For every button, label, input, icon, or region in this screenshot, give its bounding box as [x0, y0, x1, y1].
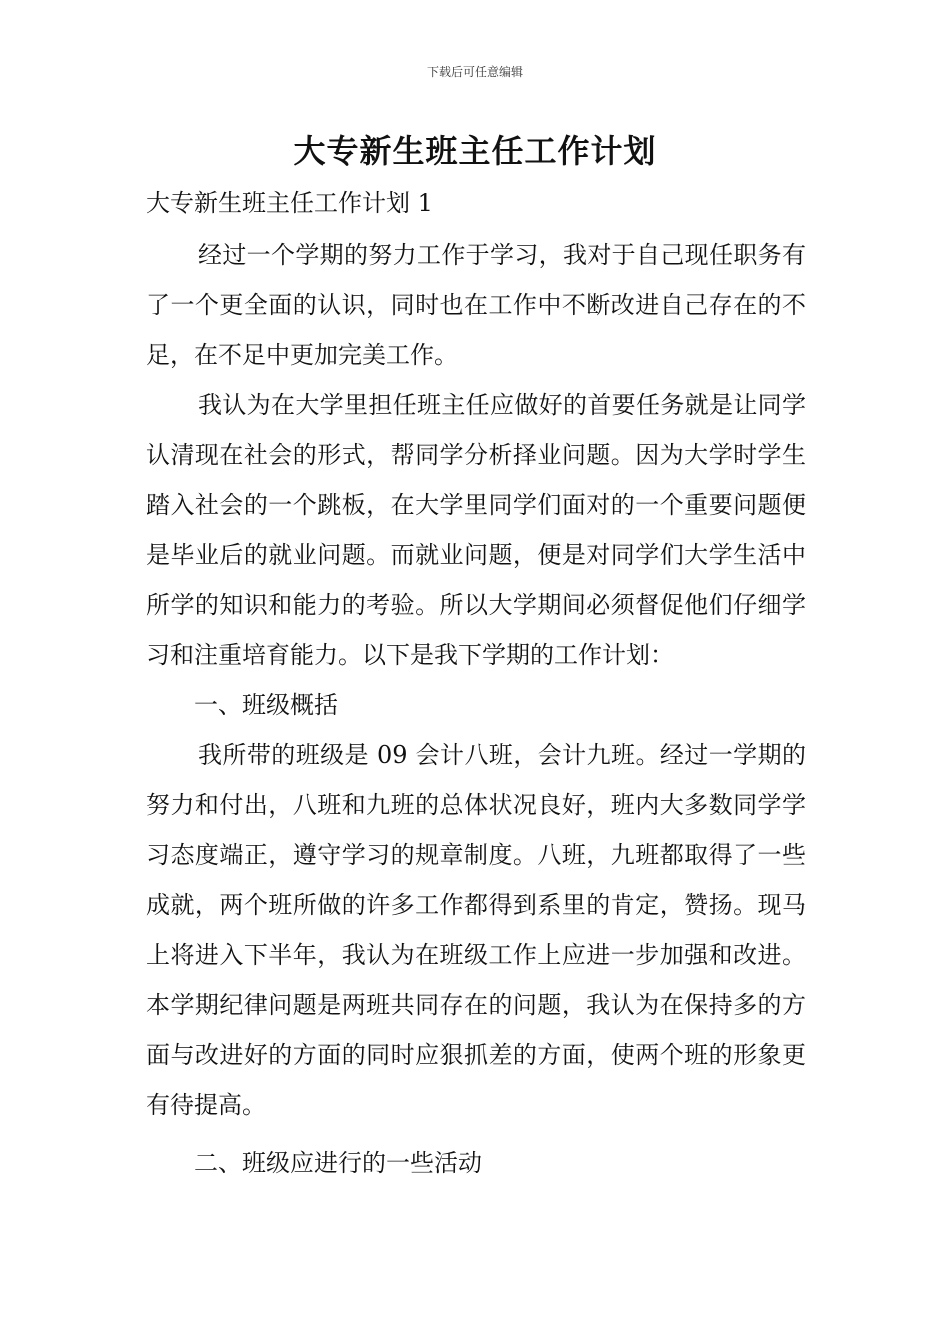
document-title: 大专新生班主任工作计划 — [293, 132, 657, 170]
section-heading-class-overview: 一、班级概括 — [194, 691, 338, 719]
document-subtitle: 大专新生班主任工作计划 1 — [146, 189, 433, 217]
paragraph-class-overview: 我所带的班级是 09 会计八班，会计九班。经过一学期的努力和付出，八班和九班的总体状况良好，班内大多数同学学习态度端正，遵守学习的规章制度。八班，九班都取得了一些成就，两个班所做的许多工作都得到系里的肯定，赞扬。现马上将进入下半年，我认为在班级工作上应进一步加强和改进。本学期纪律问题是两班共同存在的问题，我认为在保持多的方面与改进好的方面的同时应狠抓差的方面，使两个班的形象更有待提高。 — [146, 741, 806, 1119]
paragraph-role: 我认为在大学里担任班主任应做好的首要任务就是让同学认清现在社会的形式，帮同学分析择业问题。因为大学时学生踏入社会的一个跳板，在大学里同学们面对的一个重要问题便是毕业后的就业问题。而就业问题，便是对同学们大学生活中所学的知识和能力的考验。所以大学期间必须督促他们仔细学习和注重培育能力。以下是我下学期的工作计划： — [146, 391, 806, 669]
paragraph-intro: 经过一个学期的努力工作于学习，我对于自己现任职务有了一个更全面的认识，同时也在工作中不断改进自己存在的不足，在不足中更加完美工作。 — [146, 241, 806, 369]
section-heading-activities: 二、班级应进行的一些活动 — [194, 1149, 482, 1177]
page-header-note: 下载后可任意编辑 — [426, 65, 523, 79]
document-body — [146, 178, 806, 1188]
